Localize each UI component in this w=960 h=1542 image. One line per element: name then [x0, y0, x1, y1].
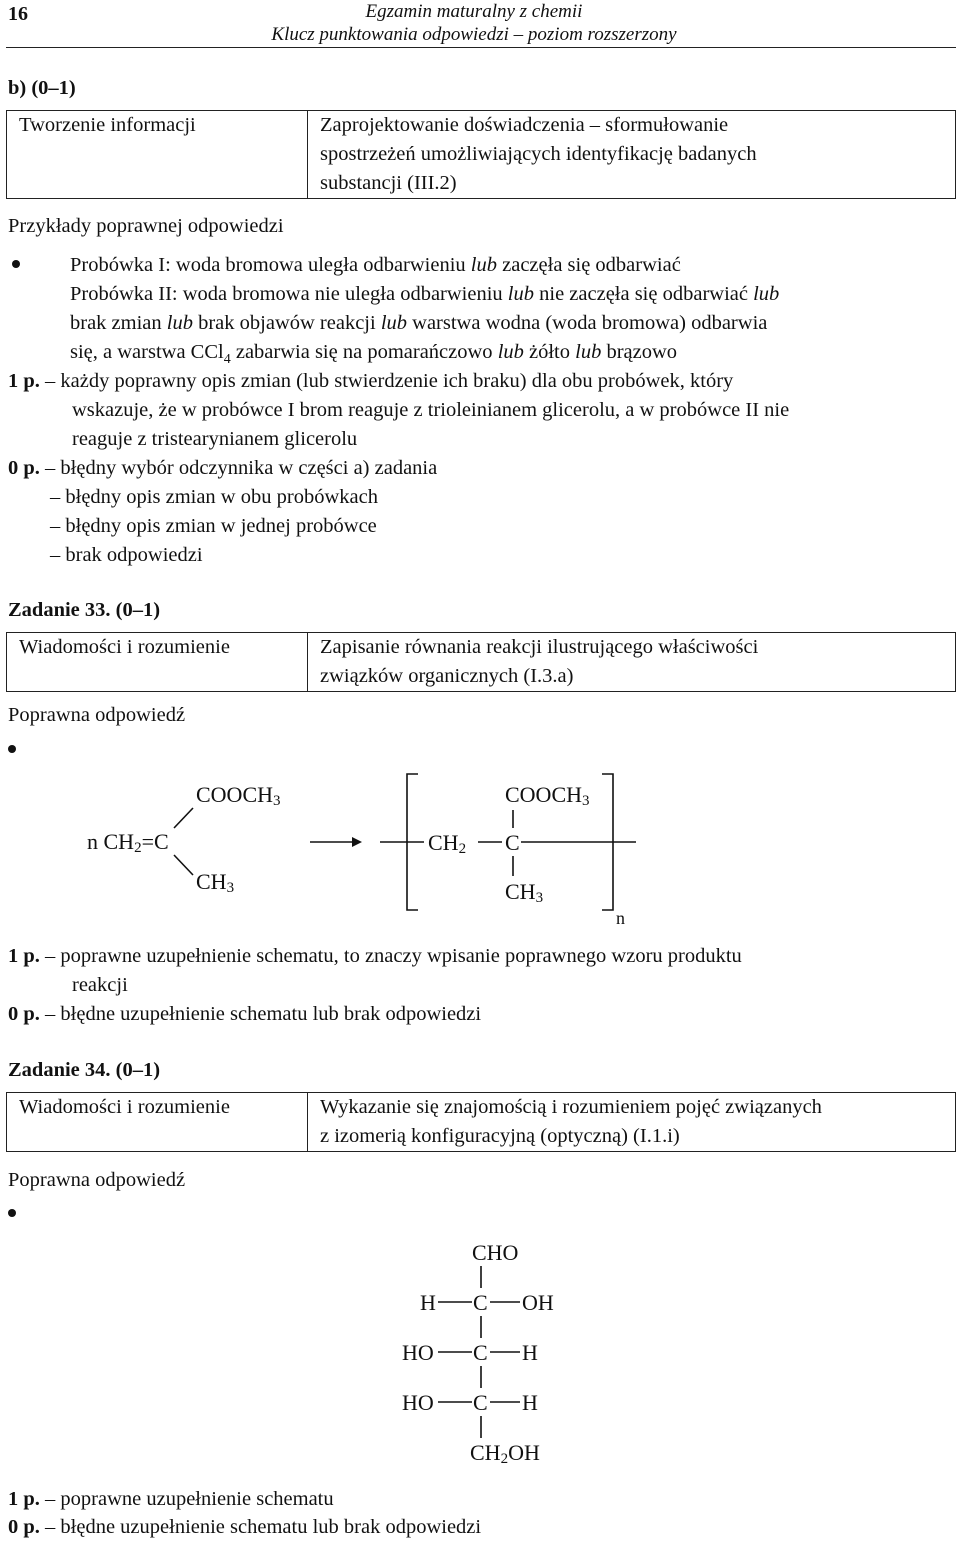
header-title-line2: Klucz punktowania odpowiedzi – poziom rozszerzony: [271, 24, 677, 45]
monomer-ch3: CH3: [196, 869, 235, 896]
part-b-criteria-table: [6, 110, 956, 199]
answer-text: Probówka I: woda bromowa uległa odbarwieniu lub zaczęła się odbarwiać Probówka II: woda bromowa nie uległa odbarwieniu lub nie zaczęła się odbarwiać lub brak zmian lub brak objawów reakcji lub warstwa wodna (woda bromowa) odbarwia się, a warstwa CCl$_4$ zabarwia się na pomarańczowo lub żółto lub brązowo: [70, 254, 780, 368]
bullet: [12, 260, 20, 268]
task34-criteria-table: [6, 1092, 956, 1152]
bond-line: [174, 855, 193, 875]
page-header-title: [244, 0, 704, 46]
atom-c: C: [473, 1390, 488, 1415]
atom-h: H: [522, 1390, 538, 1415]
atom-h: H: [522, 1340, 538, 1365]
atom-c: C: [473, 1290, 488, 1315]
group-ho: HO: [402, 1390, 434, 1415]
atom-h: H: [420, 1290, 436, 1315]
group-oh: OH: [522, 1290, 554, 1315]
part-b-heading: b) (0–1): [8, 77, 76, 99]
bullet: [8, 1209, 16, 1217]
page-number: 16: [8, 3, 28, 25]
score-1p: 1 p. – poprawne uzupełnienie schematu, to znaczy wpisanie poprawnego wzoru produktu reakcji: [8, 945, 742, 996]
criteria-description: Zapisanie równania reakcji ilustrującego właściwości związków organicznych (I.3.a): [308, 633, 956, 692]
task34-heading: Zadanie 34. (0–1): [8, 1059, 161, 1081]
fischer-projection: [380, 1230, 600, 1480]
product-c: C: [505, 830, 520, 855]
criteria-description: Zaprojektowanie doświadczenia – sformułowanie spostrzeżeń umożliwiających identyfikację badanych substancji (III.2): [308, 111, 956, 199]
task33-criteria-table: [6, 632, 956, 692]
bond-line: [174, 808, 193, 828]
answer-label: Poprawna odpowiedź: [8, 704, 186, 726]
score-1p: 1 p. – każdy poprawny opis zmian (lub stwierdzenie ich braku) dla obu probówek, który wskazuje, że w probówce I brom reaguje z trioleinianem glicerolu, a w probówce II nie reaguje z tristearynianem glicerolu: [8, 370, 790, 450]
score-0p: 0 p. – błędne uzupełnienie schematu lub brak odpowiedzi: [8, 1003, 482, 1025]
criteria-area: Wiadomości i rozumienie: [7, 1093, 308, 1152]
group-ho: HO: [402, 1340, 434, 1365]
score-1p: 1 p. – poprawne uzupełnienie schematu: [8, 1488, 334, 1510]
atom-c: C: [473, 1340, 488, 1365]
task33-heading: Zadanie 33. (0–1): [8, 599, 161, 621]
bullet: [8, 745, 16, 753]
header-title-line1: Egzamin maturalny z chemii: [365, 1, 583, 22]
arrow-head-icon: [352, 837, 362, 847]
monomer-main: n CH2=C: [87, 829, 169, 856]
criteria-area: Wiadomości i rozumienie: [7, 633, 308, 692]
product-ch2: CH2: [428, 830, 467, 857]
group-ch2oh: CH2OH: [470, 1440, 540, 1467]
score-0p: 0 p. – błędny wybór odczynnika w części a) zadania – błędny opis zmian w obu probówkach – błędny opis zmian w jednej probówce – brak odpowiedzi: [8, 457, 438, 566]
product-cooch3: COOCH3: [505, 782, 590, 809]
group-cho: CHO: [472, 1240, 519, 1265]
examples-label: Przykłady poprawnej odpowiedzi: [8, 215, 284, 237]
criteria-area: Tworzenie informacji: [7, 111, 308, 199]
monomer-cooch3: COOCH3: [196, 782, 281, 809]
polymerization-reaction: [0, 760, 960, 930]
answer-label: Poprawna odpowiedź: [8, 1169, 186, 1191]
polymer-n-subscript: n: [616, 908, 625, 928]
product-ch3: CH3: [505, 879, 544, 906]
score-0p: 0 p. – błędne uzupełnienie schematu lub brak odpowiedzi: [8, 1516, 482, 1538]
criteria-description: Wykazanie się znajomością i rozumieniem pojęć związanych z izomerią konfiguracyjną (optyczną) (I.1.i): [308, 1093, 956, 1152]
header-divider: [6, 47, 956, 48]
